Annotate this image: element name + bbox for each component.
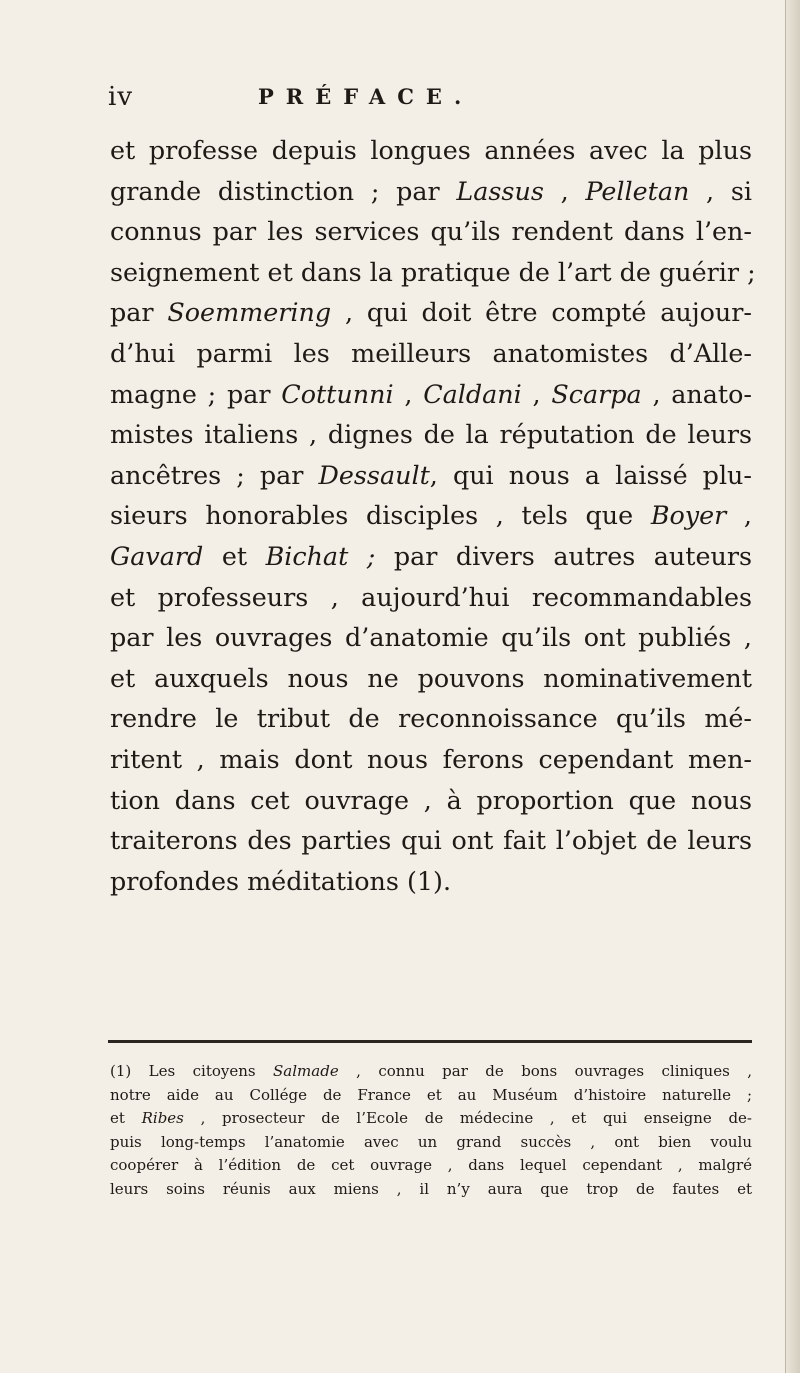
text-line: et professe depuis longues années avec la plus (110, 135, 752, 165)
text-line: magne ; par Cottunni , Caldani , Scarpa , anato- (110, 378, 752, 409)
text-line: grande distinction ; par Lassus , Pelletan , si (110, 175, 752, 206)
footnote-line: notre aide au Collége de France et au Muséum d’histoire naturelle ; (110, 1085, 752, 1104)
text-line: ancêtres ; par Dessault, qui nous a laissé plu- (110, 459, 752, 490)
footnote-rule (108, 1040, 752, 1043)
text-line: traiterons des parties qui ont fait l’objet de leurs (110, 825, 752, 856)
footnote-line: leurs soins réunis aux miens , il n’y aura que trop de fautes et (110, 1179, 752, 1198)
text-line: et auxquels nous ne pouvons nominativement (110, 662, 752, 693)
footnote-line: coopérer à l’édition de cet ouvrage , dans lequel cependant , malgré (110, 1156, 752, 1174)
text-line: sieurs honorables disciples , tels que Boyer , (110, 500, 752, 531)
text-line: Gavard et Bichat ; par divers autres auteurs (110, 540, 753, 571)
text-line: par les ouvrages d’anatomie qu’ils ont publiés , (110, 622, 752, 653)
footnote (110, 1060, 752, 1201)
text-line: ritent , mais dont nous ferons cependant men- (110, 743, 752, 774)
footnote-line: et Ribes , prosecteur de l’Ecole de médecine , et qui enseigne de- (110, 1109, 752, 1127)
footnote-line: puis long-temps l’anatomie avec un grand succès , ont bien voulu (110, 1132, 752, 1151)
page-header (108, 82, 748, 118)
text-line: d’hui parmi les meilleurs anatomistes d’Alle- (110, 337, 752, 368)
footnote-line: (1) Les citoyens Salmade , connu par de bons ouvrages cliniques , (110, 1062, 752, 1080)
text-line-last: profondes méditations (1). (110, 865, 452, 896)
page-number: iv (108, 82, 134, 112)
text-line: et professeurs , aujourd’hui recommandables (110, 581, 752, 612)
text-line: par Soemmering , qui doit être compté aujour- (110, 297, 752, 328)
text-line: rendre le tribut de reconnoissance qu’ils mé- (110, 703, 752, 734)
text-line: seignement et dans la pratique de l’art de guérir ; (110, 256, 756, 287)
text-line: tion dans cet ouvrage , à proportion que nous (110, 784, 752, 815)
body-text (110, 130, 756, 901)
text-line: connus par les services qu’ils rendent dans l’en- (110, 216, 752, 247)
text-line: mistes italiens , dignes de la réputation de leurs (110, 419, 752, 450)
page-edge (785, 0, 800, 1373)
running-title: PRÉFACE. (258, 84, 474, 109)
